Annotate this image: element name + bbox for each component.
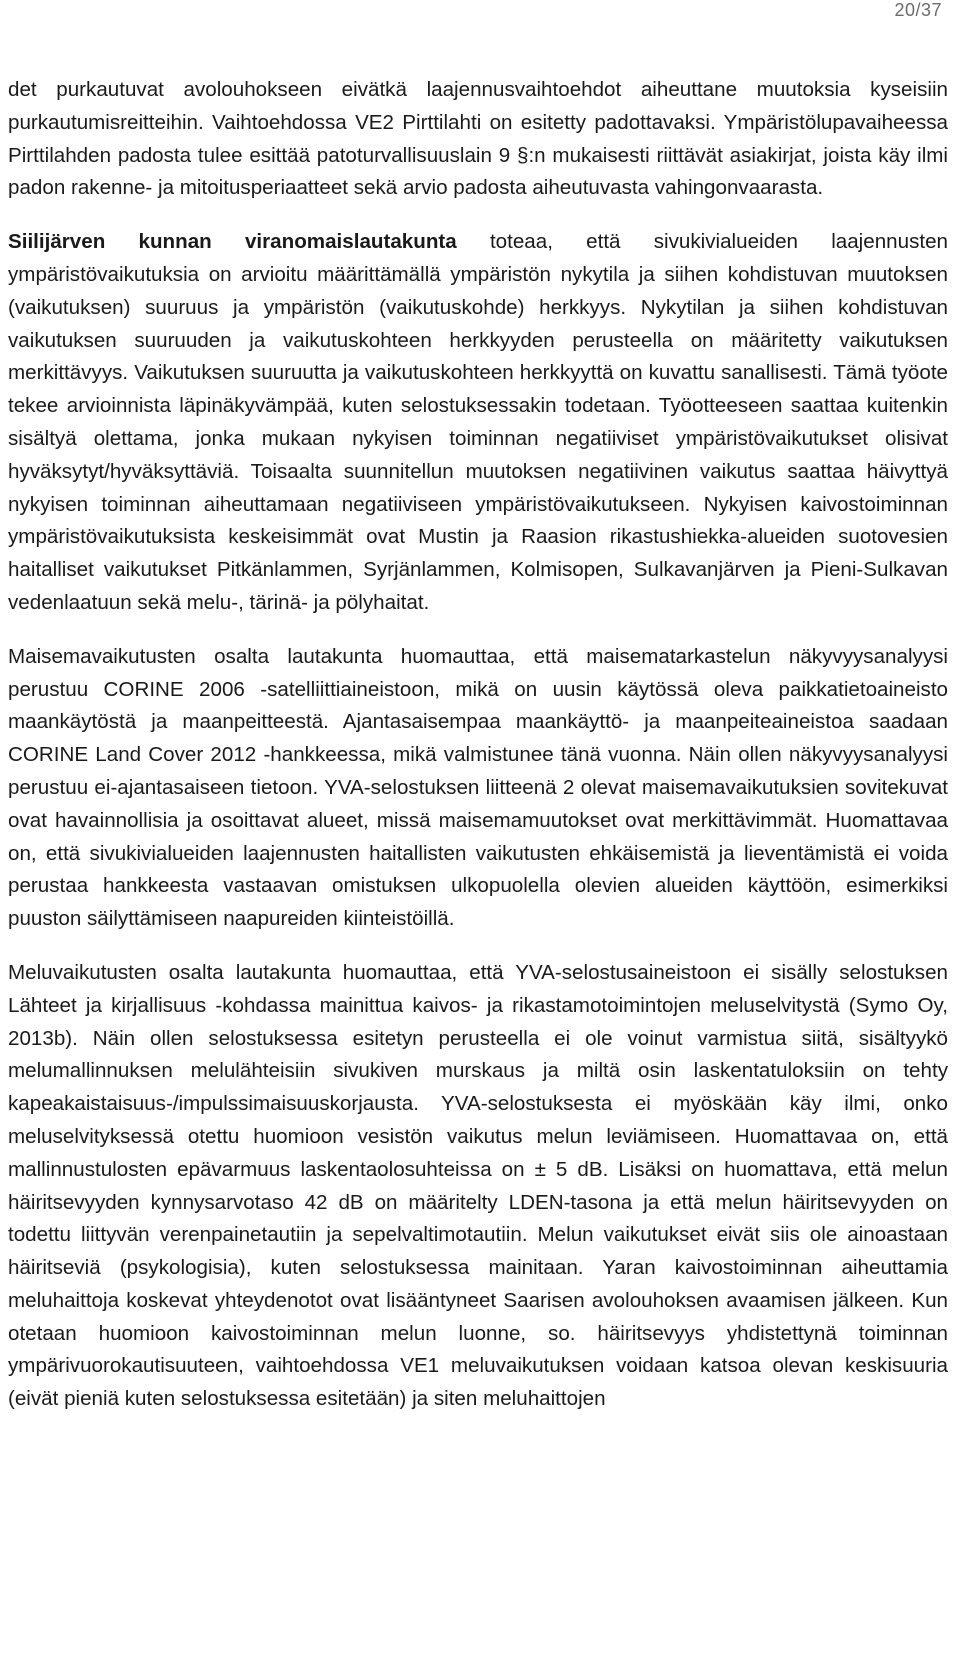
paragraph-dam-safety — [8, 74, 948, 205]
page-number: 20/37 — [894, 0, 942, 20]
paragraph-text: Meluvaikutusten osalta lautakunta huomauttaa, että YVA-selostusaineistoon ei sisälly selostuksen Lähteet ja kirjallisuus -kohdassa mainittua kaivos- ja rikastamotoimintojen meluselvitystä (Symo Oy, 2013b). Näin ollen selostuksessa esitetyn perusteella ei ole voinut varmistua siitä, sisältyykö melumallinnuksen melulähteisiin sivukiven murskaus ja miltä osin laskentatuloksiin on tehty kapeakaistaisuus-/impulssimaisuuskorjausta. YVA-selostuksesta ei myöskään käy ilmi, onko meluselvityksessä otettu huomioon vesistön vaikutus melun leviämiseen. Huomattavaa on, että mallinnustulosten epävarmuus laskentaolosuhteissa on ± 5 dB. Lisäksi on huomattava, että melun häiritsevyyden kynnysarvotaso 42 dB on määritelty LDEN-tasona ja että melun häiritsevyyden on todettu liittyvän verenpainetautiin ja sepelvaltimotautiin. Melun vaikutukset eivät siis ole ainoastaan häiritseviä (psykologisia), kuten selostuksessa mainitaan. Yaran kaivostoiminnan aiheuttamia meluhaittoja koskevat yhteydenotot ovat lisääntyneet Saarisen avolouhoksen avaamisen jälkeen. Kun otetaan huomioon kaivostoiminnan melun luonne, so. häiritsevyys yhdistettynä toiminnan ympärivuorokautisuuteen, vaihtoehdossa VE1 meluvaikutuksen voidaan katsoa olevan keskisuuria (eivät pieniä kuten selostuksessa esitetään) ja siten meluhaittojen — [8, 960, 948, 1411]
paragraph-environmental-impacts — [8, 226, 948, 620]
paragraph-text: Maisemavaikutusten osalta lautakunta huomauttaa, että maisematarkastelun näkyvyysanalyysi perustuu CORINE 2006 -satelliittiaineistoon, mikä on uusin käytössä oleva paikkatietoaineisto maankäytöstä ja maanpeitteestä. Ajantasaisempaa maankäyttö- ja maanpeiteaineistoa saadaan CORINE Land Cover 2012 -hankkeessa, mikä valmistunee tänä vuonna. Näin ollen näkyvyysanalyysi perustuu ei-ajantasaiseen tietoon. YVA-selostuksen liitteenä 2 olevat maisemavaikutuksien sovitekuvat ovat havainnollisia ja osoittavat alueet, missä maisemamuutokset ovat merkittävimmät. Huomattavaa on, että sivukivialueiden laajennusten haitallisten vaikutusten ehkäisemistä ja lieventämistä ei voida perustaa hankkeesta vastaavan omistuksen ulkopuolella olevien alueiden käyttöön, esimerkiksi puuston säilyttämiseen naapureiden kiinteistöillä. — [8, 644, 948, 931]
paragraph-bold-lead: Siilijärven kunnan viranomaislautakunta — [8, 230, 457, 254]
paragraph-text: det purkautuvat avolouhokseen eivätkä laajennusvaihtoehdot aiheuttane muutoksia kyseisiin purkautumisreitteihin. Vaihtoehdossa VE2 Pirttilahti on esitetty padottavaksi. Ympäristölupavaiheessa Pirttilahden padosta tulee esittää patoturvallisuuslain 9 §:n mukaisesti riittävät asiakirjat, joista käy ilmi padon rakenne- ja mitoitusperiaatteet sekä arvio padosta aiheutuvasta vahingonvaarasta. — [8, 78, 948, 200]
paragraph-text: toteaa, että sivukivialueiden laajennusten ympäristövaikutuksia on arvioitu määrittämällä ympäristön nykytila ja siihen kohdistuvan muutoksen (vaikutuksen) suuruus ja ympäristön (vaikutuskohde) herkkyys. Nykytilan ja siihen kohdistuvan vaikutuksen suuruuden ja vaikutuskohteen herkkyyden perusteella on määritetty vaikutuksen merkittävyys. Vaikutuksen suuruutta ja vaikutuskohteen herkkyyttä on kuvattu sanallisesti. Tämä työote tekee arvioinnista läpinäkyvämpää, kuten selostuksessakin todetaan. Työotteeseen saattaa kuitenkin sisältyä olettama, jonka mukaan nykyisen toiminnan negatiiviset ympäristövaikutukset olisivat hyväksytyt/hyväksyttäviä. Toisaalta suunnitellun muutoksen negatiivinen vaikutus saattaa häivyttyä nykyisen toiminnan aiheuttamaan negatiiviseen ympäristövaikutukseen. Nykyisen kaivostoiminnan ympäristövaikutuksista keskeisimmät ovat Mustin ja Raasion rikastushiekka-alueiden suotovesien haitalliset vaikutukset Pitkänlammen, Syrjänlammen, Kolmisopen, Sulkavanjärven ja Pieni-Sulkavan vedenlaatuun sekä melu-, tärinä- ja pölyhaitat. — [8, 230, 948, 614]
paragraph-landscape-impacts — [8, 641, 948, 936]
paragraph-noise-impacts — [8, 957, 948, 1416]
document-body — [8, 74, 948, 1416]
